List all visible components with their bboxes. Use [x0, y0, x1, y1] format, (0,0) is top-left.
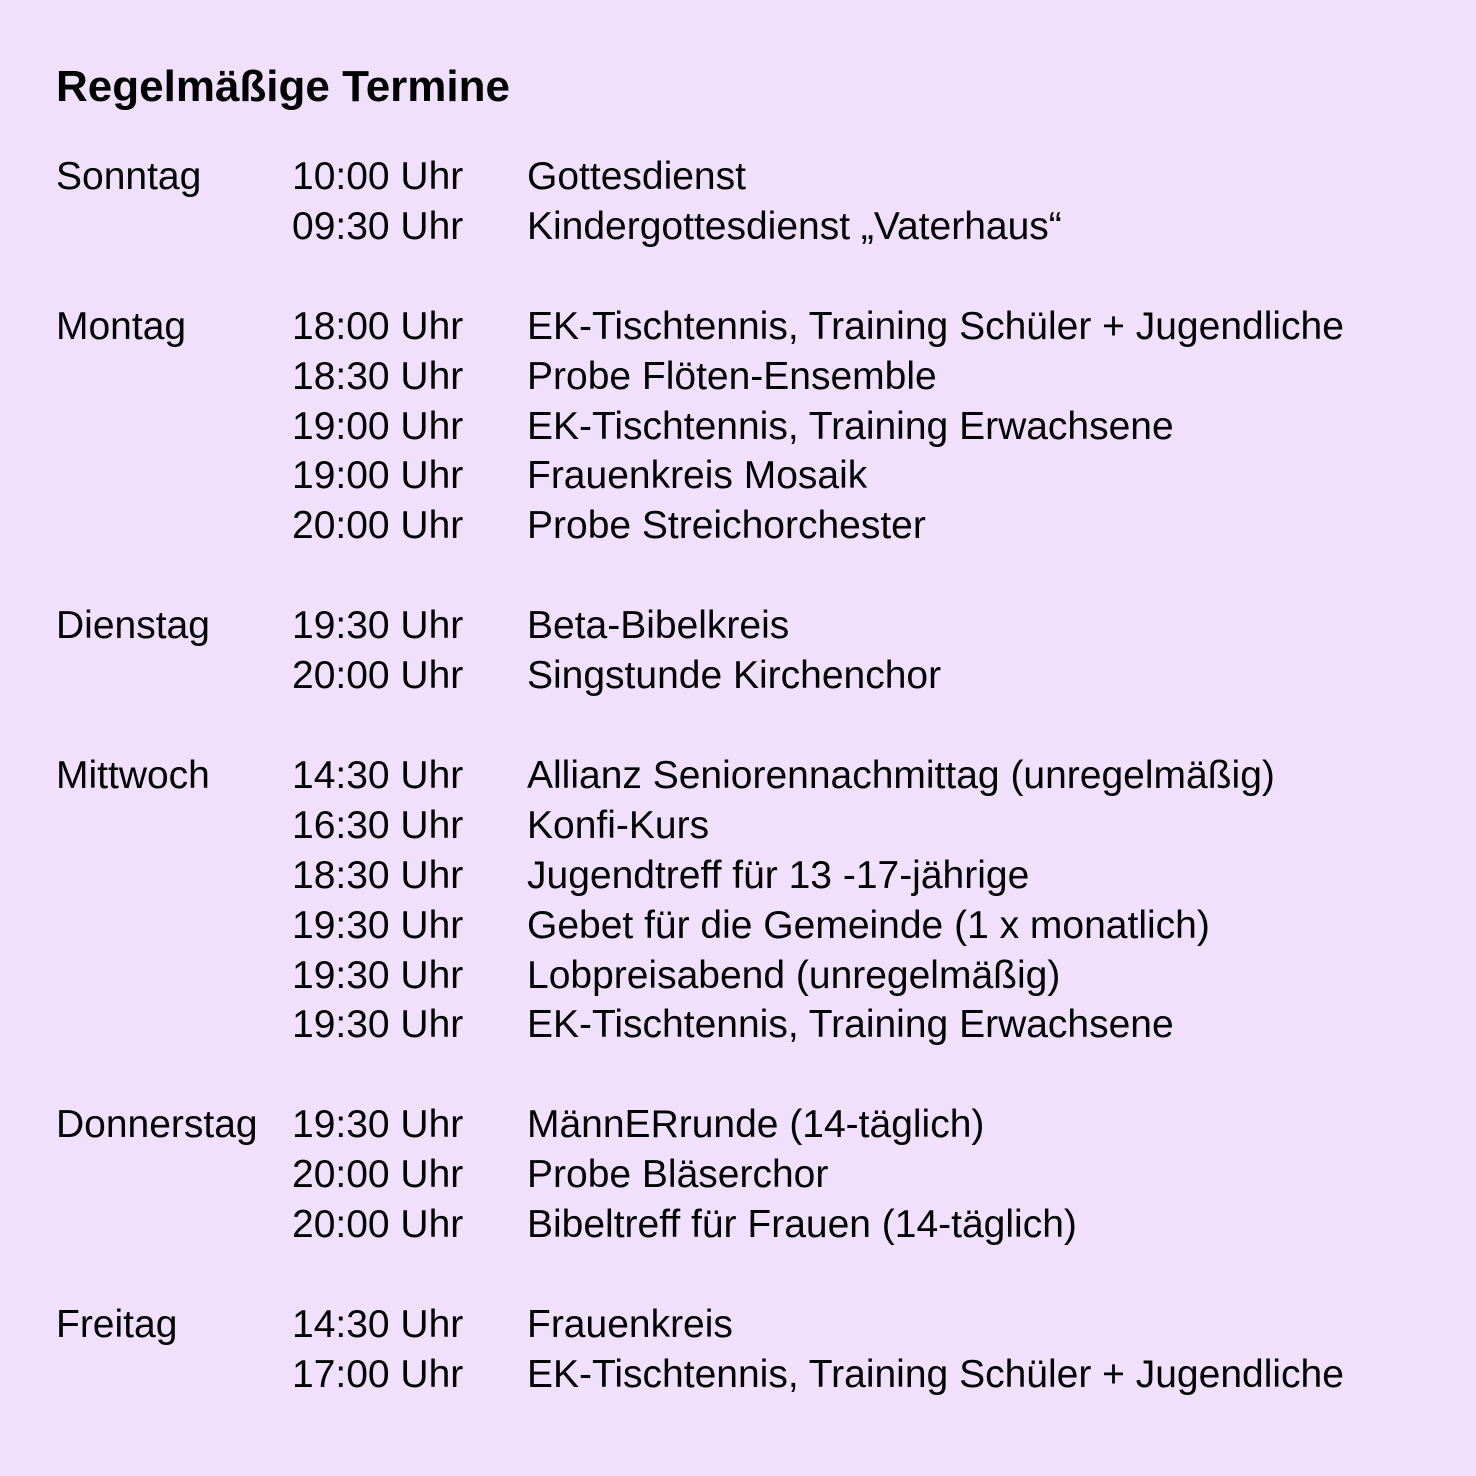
event-time: 14:30 Uhr [292, 1303, 464, 1347]
schedule-row [56, 202, 1476, 252]
schedule [56, 152, 1476, 1400]
event-activity: EK-Tischtennis, Training Schüler + Jugendliche [527, 304, 1344, 348]
day-label: Mittwoch [56, 754, 210, 798]
schedule-row [56, 801, 1476, 851]
event-activity: Probe Flöten-Ensemble [527, 354, 937, 398]
day-label: Sonntag [56, 155, 202, 198]
day-group-sonntag [56, 152, 1476, 252]
event-time: 19:30 Uhr [292, 1103, 464, 1147]
event-time: 18:00 Uhr [292, 304, 464, 348]
schedule-row [56, 851, 1476, 901]
event-time: 19:30 Uhr [292, 903, 464, 947]
schedule-row [56, 901, 1476, 951]
event-activity: Singstunde Kirchenchor [527, 654, 942, 698]
event-time: 17:00 Uhr [292, 1352, 464, 1396]
day-group-freitag [56, 1300, 1476, 1400]
event-activity: Beta-Bibelkreis [527, 604, 790, 648]
event-time: 16:30 Uhr [292, 803, 464, 847]
schedule-row [56, 352, 1476, 402]
day-label: Montag [56, 304, 187, 348]
day-group-montag [56, 302, 1476, 551]
schedule-row [56, 152, 1476, 202]
event-activity: Probe Bläserchor [527, 1153, 829, 1197]
schedule-row [56, 651, 1476, 701]
event-activity: Kindergottesdienst „Vaterhaus“ [527, 204, 1062, 248]
page-title: Regelmäßige Termine [56, 62, 510, 111]
schedule-row [56, 1350, 1476, 1400]
event-activity: EK-Tischtennis, Training Erwachsene [527, 404, 1174, 448]
event-activity: Gottesdienst [527, 155, 746, 198]
schedule-row [56, 402, 1476, 452]
event-time: 19:00 Uhr [292, 454, 464, 498]
event-time: 20:00 Uhr [292, 1203, 464, 1247]
event-time: 18:30 Uhr [292, 853, 464, 897]
event-time: 19:30 Uhr [292, 1003, 464, 1047]
event-time: 18:30 Uhr [292, 354, 464, 398]
schedule-row [56, 302, 1476, 352]
event-activity: Gebet für die Gemeinde (1 x monatlich) [527, 903, 1210, 947]
event-activity: EK-Tischtennis, Training Schüler + Jugendliche [527, 1352, 1344, 1396]
schedule-row [56, 1200, 1476, 1250]
event-time: 09:30 Uhr [292, 204, 464, 248]
event-time: 20:00 Uhr [292, 1153, 464, 1197]
day-label: Freitag [56, 1303, 178, 1347]
event-time: 19:30 Uhr [292, 953, 464, 997]
day-group-mittwoch [56, 751, 1476, 1050]
day-group-dienstag [56, 601, 1476, 701]
event-activity: Bibeltreff für Frauen (14-täglich) [527, 1203, 1077, 1247]
schedule-row [56, 1150, 1476, 1200]
event-activity: Konfi-Kurs [527, 803, 710, 847]
event-activity: Jugendtreff für 13 -17-jährige [527, 853, 1030, 897]
schedule-row [56, 1300, 1476, 1350]
day-label: Dienstag [56, 604, 210, 648]
event-activity: Probe Streichorchester [527, 504, 926, 548]
event-time: 19:00 Uhr [292, 404, 464, 448]
day-label: Donnerstag [56, 1103, 258, 1147]
event-activity: EK-Tischtennis, Training Erwachsene [527, 1003, 1174, 1047]
event-time: 10:00 Uhr [292, 155, 464, 198]
event-time: 20:00 Uhr [292, 654, 464, 698]
event-activity: MännERrunde (14-täglich) [527, 1103, 985, 1147]
event-activity: Frauenkreis Mosaik [527, 454, 868, 498]
event-activity: Lobpreisabend (unregelmäßig) [527, 953, 1061, 997]
schedule-row [56, 751, 1476, 801]
event-time: 19:30 Uhr [292, 604, 464, 648]
schedule-row [56, 951, 1476, 1001]
event-activity: Frauenkreis [527, 1303, 733, 1347]
schedule-row [56, 601, 1476, 651]
day-group-donnerstag [56, 1100, 1476, 1250]
schedule-row [56, 501, 1476, 551]
event-time: 14:30 Uhr [292, 754, 464, 798]
event-activity: Allianz Seniorennachmittag (unregelmäßig) [527, 754, 1275, 798]
schedule-row [56, 1000, 1476, 1050]
event-time: 20:00 Uhr [292, 504, 464, 548]
schedule-row [56, 1100, 1476, 1150]
schedule-row [56, 451, 1476, 501]
